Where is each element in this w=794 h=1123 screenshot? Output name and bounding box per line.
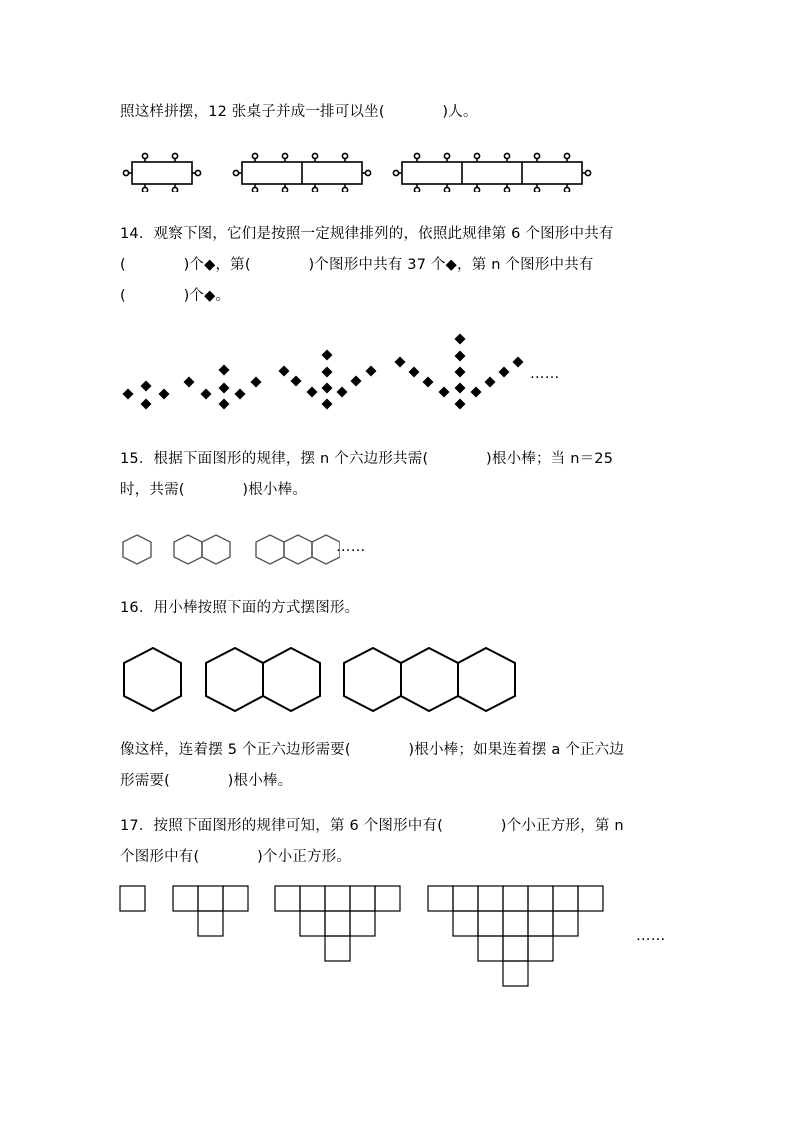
q16-text-line-2: 像这样，连着摆 5 个正六边形需要( )根小棒；如果连着摆 a 个正六边: [120, 742, 625, 758]
q17-ellipsis: ……: [636, 928, 666, 944]
q16-large-hexagon-figure: [120, 642, 520, 718]
diamond-group-4: [395, 334, 524, 410]
small-hex-group-3: [256, 535, 340, 564]
q17-text-line-1: 17．按照下面图形的规律可知，第 6 个图形中有( )个小正方形，第 n: [120, 818, 624, 834]
table-group-2: [233, 153, 370, 192]
q16-text-line-1: 16．用小棒按照下面的方式摆图形。: [120, 600, 360, 616]
square-group-2: [173, 886, 248, 936]
square-group-4: [428, 886, 603, 986]
q16-text-line-3: 形需要( )根小棒。: [120, 773, 293, 789]
large-hex-group-1: [124, 648, 181, 711]
square-group-3: [275, 886, 400, 961]
q14-ellipsis: ……: [530, 366, 560, 382]
q15-ellipsis: ……: [336, 539, 366, 555]
q13-tables-figure: [120, 150, 600, 192]
large-hex-group-3: [344, 648, 515, 711]
q14-text-line-3: ( )个◆。: [120, 288, 231, 304]
q15-text-line-2: 时，共需( )根小棒。: [120, 482, 308, 498]
q14-diamond-figure: [118, 330, 578, 420]
q14-text-line-2: ( )个◆，第( )个图形中共有 37 个◆，第 n 个图形中共有: [120, 257, 594, 273]
table-group-3: [393, 153, 590, 192]
table-group-1: [123, 153, 200, 192]
q13-text: 照这样拼摆，12 张桌子并成一排可以坐( )人。: [120, 104, 478, 120]
q14-text-line-1: 14．观察下图，它们是按照一定规律排列的，依照此规律第 6 个图形中共有: [120, 226, 614, 242]
small-hex-group-1: [123, 535, 151, 564]
q17-square-figure: [118, 883, 618, 991]
q15-text-line-1: 15．根据下面图形的规律，摆 n 个六边形共需( )根小棒；当 n＝25: [120, 451, 614, 467]
diamond-group-2: [184, 365, 262, 410]
diamond-group-1: [123, 381, 170, 410]
q15-small-hexagon-figure: [120, 530, 340, 570]
square-group-1: [120, 886, 145, 911]
large-hex-group-2: [206, 648, 320, 711]
q17-text-line-2: 个图形中有( )个小正方形。: [120, 849, 352, 865]
diamond-group-3: [279, 350, 377, 410]
small-hex-group-2: [174, 535, 230, 564]
